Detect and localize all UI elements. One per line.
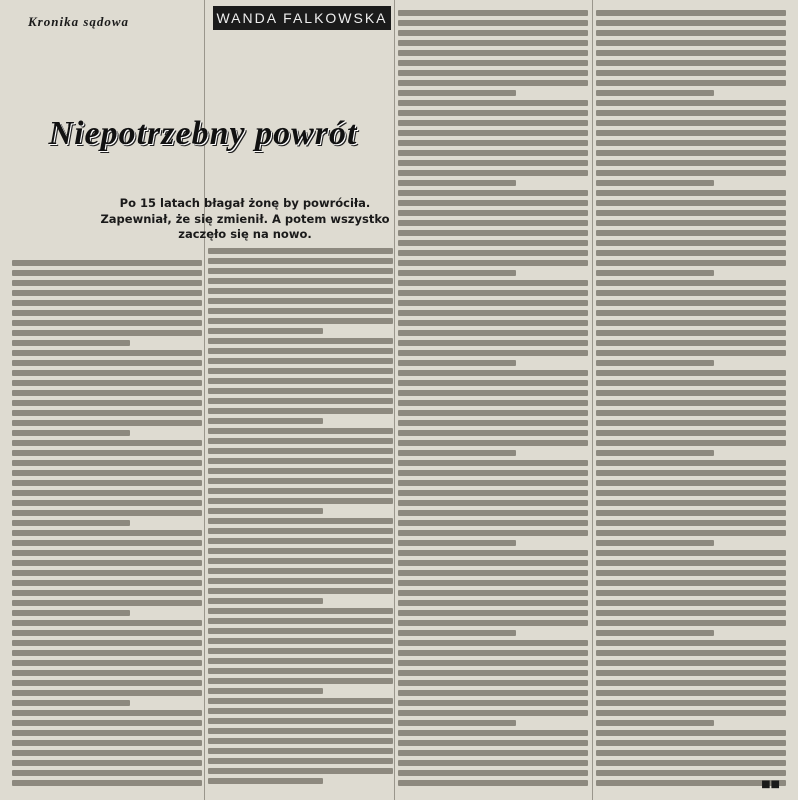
text-line	[596, 570, 786, 576]
text-line	[208, 378, 393, 384]
text-line	[208, 428, 393, 434]
text-line	[208, 478, 393, 484]
text-line	[12, 590, 202, 596]
text-line	[398, 710, 588, 716]
text-line	[398, 380, 588, 386]
text-line	[596, 140, 786, 146]
text-line	[596, 380, 786, 386]
article-title: Niepotrzebny powrót	[48, 115, 358, 152]
text-line	[208, 738, 393, 744]
text-line	[208, 728, 393, 734]
text-line	[398, 270, 516, 276]
text-line	[596, 410, 786, 416]
text-line	[596, 110, 786, 116]
text-line	[398, 780, 588, 786]
text-line	[596, 340, 786, 346]
text-line	[12, 340, 130, 346]
text-line	[398, 620, 588, 626]
text-line	[208, 328, 323, 334]
text-line	[596, 680, 786, 686]
text-line	[596, 230, 786, 236]
text-line	[398, 220, 588, 226]
text-line	[398, 670, 588, 676]
text-line	[208, 588, 393, 594]
text-line	[596, 470, 786, 476]
text-line	[398, 460, 588, 466]
text-line	[596, 300, 786, 306]
text-line	[398, 600, 588, 606]
text-line	[596, 420, 786, 426]
text-line	[398, 770, 588, 776]
text-line	[208, 368, 393, 374]
text-line	[398, 400, 588, 406]
text-line	[12, 320, 202, 326]
text-line	[12, 730, 202, 736]
text-line	[398, 130, 588, 136]
text-line	[208, 288, 393, 294]
text-line	[398, 340, 588, 346]
text-line	[398, 650, 588, 656]
text-line	[12, 670, 202, 676]
text-line	[596, 710, 786, 716]
text-line	[596, 690, 786, 696]
text-line	[12, 500, 202, 506]
text-placeholder	[208, 248, 393, 784]
text-line	[208, 658, 393, 664]
text-line	[596, 290, 786, 296]
text-line	[208, 248, 393, 254]
text-line	[596, 660, 786, 666]
text-line	[12, 400, 202, 406]
text-line	[398, 610, 588, 616]
column-rule	[592, 0, 593, 800]
text-line	[12, 300, 202, 306]
text-line	[596, 750, 786, 756]
text-line	[208, 308, 393, 314]
text-line	[208, 318, 393, 324]
text-line	[596, 630, 714, 636]
text-line	[596, 540, 714, 546]
text-line	[596, 440, 786, 446]
body-column-1	[12, 260, 202, 786]
text-line	[12, 640, 202, 646]
text-line	[596, 770, 786, 776]
text-line	[12, 650, 202, 656]
text-line	[12, 450, 202, 456]
text-line	[398, 530, 588, 536]
text-line	[12, 700, 130, 706]
text-line	[596, 280, 786, 286]
text-line	[398, 120, 588, 126]
text-line	[596, 20, 786, 26]
text-line	[12, 510, 202, 516]
text-line	[596, 320, 786, 326]
text-line	[12, 390, 202, 396]
text-line	[208, 408, 393, 414]
text-line	[596, 510, 786, 516]
text-line	[12, 330, 202, 336]
text-line	[398, 90, 516, 96]
text-line	[12, 490, 202, 496]
text-line	[398, 540, 516, 546]
text-line	[12, 540, 202, 546]
text-line	[12, 750, 202, 756]
text-line	[12, 550, 202, 556]
text-line	[398, 100, 588, 106]
text-line	[596, 350, 786, 356]
text-line	[208, 668, 393, 674]
text-line	[596, 40, 786, 46]
text-line	[596, 670, 786, 676]
text-line	[398, 690, 588, 696]
text-line	[208, 708, 393, 714]
text-line	[208, 258, 393, 264]
text-line	[208, 768, 393, 774]
text-line	[596, 620, 786, 626]
text-line	[398, 700, 588, 706]
text-line	[398, 500, 588, 506]
text-line	[208, 748, 393, 754]
text-line	[208, 608, 393, 614]
text-line	[596, 500, 786, 506]
text-line	[596, 170, 786, 176]
text-line	[398, 410, 588, 416]
text-line	[596, 100, 786, 106]
text-line	[12, 530, 202, 536]
text-line	[398, 30, 588, 36]
text-line	[12, 410, 202, 416]
text-line	[208, 348, 393, 354]
text-line	[208, 358, 393, 364]
text-line	[398, 440, 588, 446]
text-line	[596, 310, 786, 316]
text-line	[208, 678, 393, 684]
text-line	[12, 630, 202, 636]
text-line	[398, 560, 588, 566]
text-line	[208, 568, 393, 574]
text-line	[12, 270, 202, 276]
text-line	[12, 440, 202, 446]
text-line	[12, 560, 202, 566]
text-line	[208, 298, 393, 304]
text-line	[596, 600, 786, 606]
text-line	[12, 600, 202, 606]
text-line	[596, 360, 714, 366]
text-line	[398, 230, 588, 236]
text-line	[208, 488, 393, 494]
text-line	[596, 590, 786, 596]
text-line	[12, 370, 202, 376]
text-line	[596, 700, 786, 706]
text-line	[596, 330, 786, 336]
text-line	[208, 778, 323, 784]
text-line	[398, 740, 588, 746]
text-line	[208, 448, 393, 454]
text-line	[12, 380, 202, 386]
text-line	[12, 690, 202, 696]
text-line	[596, 530, 786, 536]
text-line	[208, 388, 393, 394]
text-line	[398, 10, 588, 16]
text-line	[12, 430, 130, 436]
text-line	[398, 360, 516, 366]
text-line	[398, 310, 588, 316]
text-line	[208, 498, 393, 504]
text-line	[398, 280, 588, 286]
text-line	[398, 200, 588, 206]
text-line	[208, 278, 393, 284]
text-line	[12, 280, 202, 286]
text-line	[208, 528, 393, 534]
text-line	[398, 680, 588, 686]
text-line	[596, 480, 786, 486]
text-line	[208, 418, 323, 424]
text-line	[208, 338, 393, 344]
text-line	[12, 360, 202, 366]
text-line	[12, 460, 202, 466]
text-line	[208, 438, 393, 444]
text-line	[398, 520, 588, 526]
text-line	[596, 200, 786, 206]
text-line	[208, 618, 393, 624]
text-line	[398, 370, 588, 376]
text-line	[398, 550, 588, 556]
text-line	[596, 30, 786, 36]
title-box	[16, 88, 390, 180]
body-column-4	[596, 10, 786, 786]
text-line	[398, 470, 588, 476]
text-line	[596, 520, 786, 526]
text-line	[398, 70, 588, 76]
text-line	[208, 688, 323, 694]
text-line	[12, 420, 202, 426]
text-line	[12, 290, 202, 296]
text-line	[596, 220, 786, 226]
text-line	[208, 578, 393, 584]
text-line	[596, 210, 786, 216]
text-line	[208, 638, 393, 644]
author-byline: WANDA FALKOWSKA	[213, 6, 391, 30]
text-line	[398, 320, 588, 326]
text-line	[208, 628, 393, 634]
text-line	[596, 780, 786, 786]
text-line	[208, 458, 393, 464]
text-line	[12, 480, 202, 486]
column-rule	[394, 0, 395, 800]
text-line	[398, 730, 588, 736]
text-line	[12, 680, 202, 686]
text-line	[596, 560, 786, 566]
text-line	[398, 420, 588, 426]
text-line	[596, 60, 786, 66]
text-line	[208, 598, 323, 604]
text-line	[398, 640, 588, 646]
text-line	[12, 470, 202, 476]
text-line	[398, 60, 588, 66]
text-line	[596, 180, 714, 186]
text-line	[12, 780, 202, 786]
text-line	[398, 490, 588, 496]
text-line	[596, 650, 786, 656]
text-line	[398, 170, 588, 176]
text-placeholder	[398, 10, 588, 786]
text-line	[596, 190, 786, 196]
section-label: Kronika sądowa	[28, 14, 130, 29]
text-line	[596, 760, 786, 766]
text-placeholder	[596, 10, 786, 786]
text-line	[398, 300, 588, 306]
text-line	[12, 520, 130, 526]
text-line	[398, 570, 588, 576]
text-line	[596, 160, 786, 166]
text-line	[398, 210, 588, 216]
text-line	[208, 538, 393, 544]
text-line	[398, 80, 588, 86]
text-line	[398, 110, 588, 116]
text-line	[596, 450, 714, 456]
text-line	[398, 720, 516, 726]
body-column-2	[208, 248, 393, 784]
text-line	[208, 758, 393, 764]
text-line	[12, 580, 202, 586]
text-line	[12, 740, 202, 746]
text-line	[12, 260, 202, 266]
text-line	[398, 750, 588, 756]
text-line	[398, 190, 588, 196]
text-line	[398, 140, 588, 146]
text-line	[596, 610, 786, 616]
text-line	[398, 290, 588, 296]
end-mark: ■■	[761, 779, 780, 790]
text-line	[208, 398, 393, 404]
text-line	[12, 770, 202, 776]
text-line	[208, 648, 393, 654]
text-line	[208, 558, 393, 564]
text-line	[398, 630, 516, 636]
text-line	[596, 50, 786, 56]
text-line	[12, 720, 202, 726]
text-line	[208, 698, 393, 704]
body-column-3	[398, 10, 588, 786]
text-line	[398, 50, 588, 56]
text-line	[398, 390, 588, 396]
text-line	[12, 610, 130, 616]
text-placeholder	[12, 260, 202, 786]
text-line	[12, 710, 202, 716]
text-line	[12, 350, 202, 356]
text-line	[398, 20, 588, 26]
article-lead: Po 15 latach błagał żonę by powróciła. Zapewniał, że się zmienił. A potem wszystko zaczęło się na nowo.	[100, 196, 390, 242]
text-line	[398, 150, 588, 156]
text-line	[208, 718, 393, 724]
text-line	[208, 548, 393, 554]
text-line	[12, 760, 202, 766]
text-line	[596, 240, 786, 246]
text-line	[596, 640, 786, 646]
text-line	[398, 580, 588, 586]
text-line	[596, 720, 714, 726]
text-line	[596, 260, 786, 266]
text-line	[398, 660, 588, 666]
text-line	[596, 70, 786, 76]
text-line	[398, 240, 588, 246]
text-line	[596, 730, 786, 736]
text-line	[12, 620, 202, 626]
text-line	[398, 350, 588, 356]
text-line	[398, 330, 588, 336]
text-line	[596, 430, 786, 436]
text-line	[398, 590, 588, 596]
text-line	[398, 450, 516, 456]
text-line	[596, 270, 714, 276]
text-line	[596, 740, 786, 746]
text-line	[596, 370, 786, 376]
text-line	[208, 468, 393, 474]
text-line	[398, 430, 588, 436]
text-line	[596, 460, 786, 466]
text-line	[398, 510, 588, 516]
text-line	[398, 760, 588, 766]
text-line	[12, 310, 202, 316]
text-line	[596, 580, 786, 586]
text-line	[208, 508, 323, 514]
text-line	[596, 550, 786, 556]
text-line	[596, 130, 786, 136]
text-line	[398, 480, 588, 486]
text-line	[596, 490, 786, 496]
text-line	[596, 400, 786, 406]
text-line	[596, 80, 786, 86]
text-line	[596, 10, 786, 16]
text-line	[12, 660, 202, 666]
text-line	[596, 390, 786, 396]
text-line	[398, 250, 588, 256]
text-line	[596, 250, 786, 256]
text-line	[208, 518, 393, 524]
text-line	[398, 180, 516, 186]
text-line	[12, 570, 202, 576]
text-line	[398, 260, 588, 266]
text-line	[398, 40, 588, 46]
text-line	[208, 268, 393, 274]
text-line	[398, 160, 588, 166]
text-line	[596, 90, 714, 96]
text-line	[596, 150, 786, 156]
text-line	[596, 120, 786, 126]
